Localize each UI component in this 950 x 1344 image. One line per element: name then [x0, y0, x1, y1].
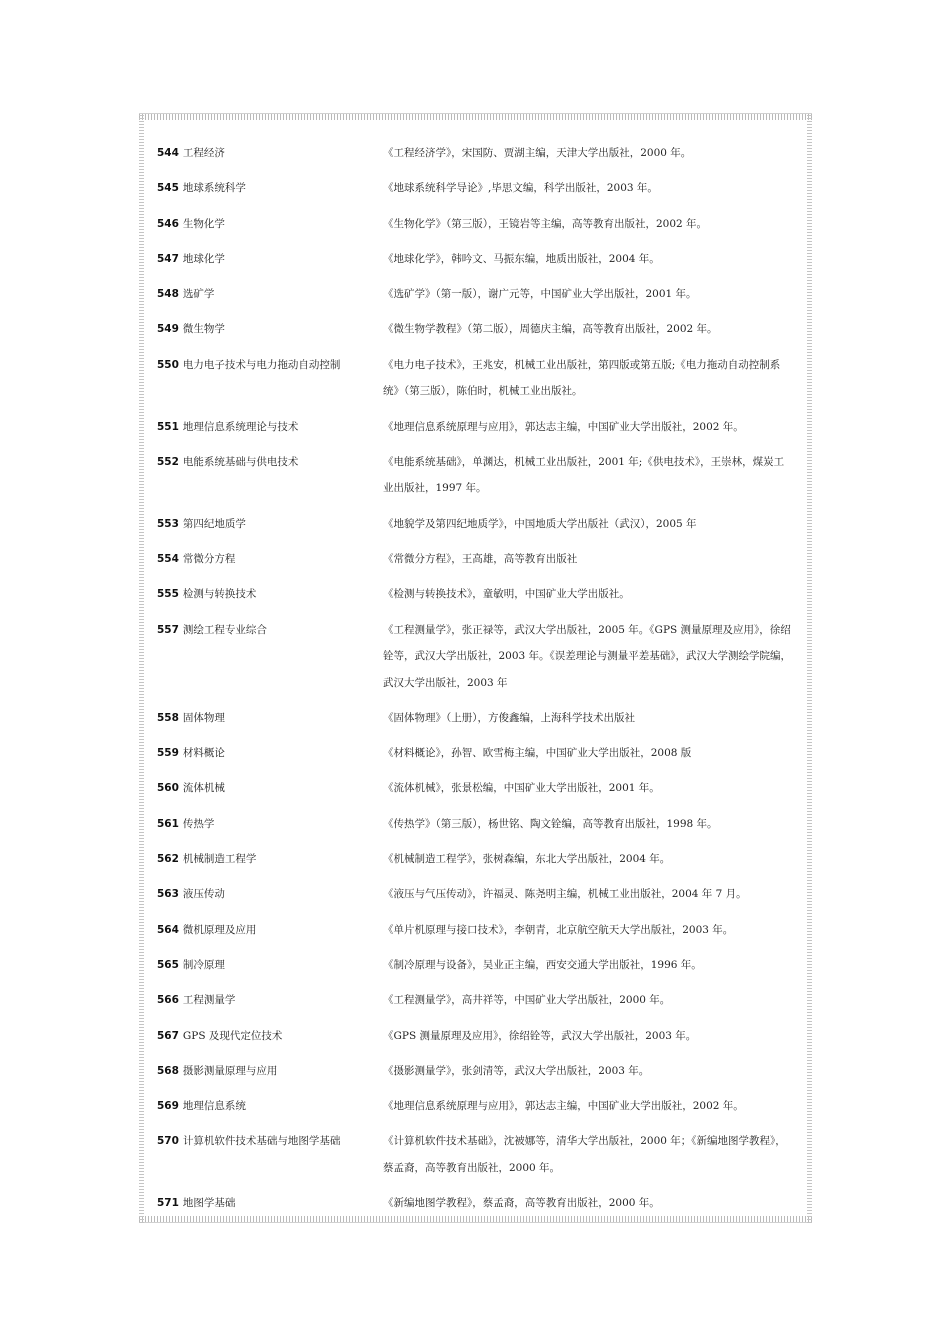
subject-cell	[157, 140, 383, 167]
frame-border-bottom	[139, 1216, 812, 1223]
subject-name: 工程经济	[182, 147, 225, 159]
reference-book: 《传热学》（第三版），杨世铭、陶文铨编，高等教育出版社，1998 年。	[383, 817, 718, 830]
reference-book: 《地貌学及第四纪地质学》，中国地质大学出版社（武汉），2005 年	[383, 517, 697, 530]
subject-code: 558	[157, 711, 179, 724]
reference-book: 《GPS 测量原理及应用》，徐绍铨等，武汉大学出版社，2003 年。	[383, 1029, 697, 1042]
subject-code: 553	[157, 517, 179, 530]
table-row	[157, 246, 797, 273]
subject-cell	[157, 511, 383, 538]
reference-book: 《微生物学教程》（第二版），周德庆主编，高等教育出版社，2002 年。	[383, 323, 718, 336]
subject-cell	[157, 952, 383, 979]
subject-code: 562	[157, 853, 179, 866]
subject-code: 568	[157, 1064, 179, 1077]
reference-book: 《电能系统基础》，单渊达，机械工业出版社，2001 年;《供电技术》，王崇林，煤炭工业出版社，1997 年。	[383, 455, 785, 495]
subject-code: 563	[157, 888, 179, 901]
table-row	[157, 511, 797, 538]
reference-book: 《地球系统科学导论》,毕思文编，科学出版社，2003 年。	[383, 182, 658, 195]
reference-book: 《机械制造工程学》，张树森编，东北大学出版社，2004 年。	[383, 853, 671, 866]
subject-code: 571	[157, 1197, 179, 1210]
subject-code: 565	[157, 958, 179, 971]
reference-book: 《地理信息系统原理与应用》，郭达志主编，中国矿业大学出版社，2002 年。	[383, 420, 744, 433]
subject-code: 559	[157, 747, 179, 760]
subject-name: 生物化学	[182, 217, 225, 230]
reference-book: 《计算机软件技术基础》，沈被娜等，清华大学出版社，2000 年；《新编地图学教程》，蔡孟裔，高等教育出版社，2000 年。	[383, 1135, 786, 1174]
reference-book: 《材料概论》，孙智、欧雪梅主编，中国矿业大学出版社，2008 版	[383, 747, 692, 760]
subject-name: 地理信息系统	[182, 1100, 246, 1113]
subject-name: 第四纪地质学	[182, 517, 246, 530]
subject-code: 550	[157, 358, 179, 371]
subject-name: 摄影测量原理与应用	[182, 1064, 278, 1077]
subject-code: 554	[157, 552, 179, 565]
subject-name: 机械制造工程学	[182, 853, 257, 866]
subject-cell	[157, 1058, 383, 1085]
table-row	[157, 140, 797, 167]
table-row	[157, 705, 797, 732]
table-row	[157, 546, 797, 573]
subject-name: 制冷原理	[182, 958, 225, 971]
reference-book: 《常微分方程》，王高雄，高等教育出版社	[383, 552, 578, 565]
table-row	[157, 740, 797, 767]
subject-name: 地球系统科学	[182, 182, 246, 195]
subject-cell	[157, 414, 383, 441]
subject-name: 传热学	[182, 817, 215, 830]
subject-cell	[157, 987, 383, 1014]
table-row	[157, 211, 797, 238]
subject-cell	[157, 1023, 383, 1050]
subject-cell	[157, 811, 383, 838]
table-row	[157, 952, 797, 979]
subject-cell	[157, 175, 383, 202]
subject-cell	[157, 581, 383, 608]
reference-table	[157, 140, 797, 1217]
subject-name: 计算机软件技术基础与地图学基础	[182, 1135, 341, 1148]
subject-code: 555	[157, 588, 179, 601]
table-row	[157, 414, 797, 441]
subject-cell	[157, 449, 383, 502]
reference-book: 《单片机原理与接口技术》，李朝青，北京航空航天大学出版社，2003 年。	[383, 923, 734, 936]
subject-cell	[157, 740, 383, 767]
subject-cell	[157, 917, 383, 944]
reference-book: 《工程测量学》，张正禄等，武汉大学出版社，2005 年。《GPS 测量原理及应用》，徐绍铨等，武汉大学出版社，2003 年。《误差理论与测量平差基础》，武汉大学测绘学院编，武汉大学出版社，2003 年	[383, 623, 792, 689]
reference-book: 《工程测量学》，高井祥等，中国矿业大学出版社，2000 年。	[383, 994, 671, 1007]
reference-book: 《液压与气压传动》，许福灵、陈尧明主编，机械工业出版社，2004 年 7 月。	[383, 888, 747, 901]
subject-code: 570	[157, 1135, 179, 1148]
table-row	[157, 1128, 797, 1181]
subject-cell	[157, 775, 383, 802]
subject-name: 地球化学	[182, 252, 225, 265]
subject-name: 检测与转换技术	[182, 588, 257, 601]
table-row	[157, 1058, 797, 1085]
subject-cell	[157, 211, 383, 238]
reference-book: 《地球化学》，韩吟文、马振东编，地质出版社，2004 年。	[383, 252, 660, 265]
subject-code: 561	[157, 817, 179, 830]
reference-book: 《检测与转换技术》，童敏明，中国矿业大学出版社。	[383, 588, 630, 601]
table-row	[157, 1023, 797, 1050]
table-row	[157, 775, 797, 802]
subject-cell	[157, 1128, 383, 1181]
subject-code: 557	[157, 623, 179, 636]
subject-cell	[157, 1190, 383, 1217]
frame-border-top	[139, 113, 812, 120]
subject-cell	[157, 1093, 383, 1120]
table-row	[157, 811, 797, 838]
subject-name: 选矿学	[182, 288, 215, 301]
reference-book: 《地理信息系统原理与应用》，郭达志主编，中国矿业大学出版社，2002 年。	[383, 1100, 744, 1113]
subject-name: 微生物学	[182, 323, 225, 336]
subject-name: 液压传动	[182, 888, 225, 901]
subject-code: 567	[157, 1029, 179, 1042]
table-row	[157, 846, 797, 873]
reference-book: 《电力电子技术》，王兆安，机械工业出版社，第四版或第五版;《电力拖动自动控制系统》（第三版），陈伯时，机械工业出版社。	[383, 358, 781, 398]
reference-book: 《固体物理》（上册），方俊鑫编，上海科学技术出版社	[383, 711, 635, 724]
table-row	[157, 352, 797, 405]
subject-name: GPS 及现代定位技术	[182, 1029, 283, 1042]
subject-cell	[157, 705, 383, 732]
table-row	[157, 1093, 797, 1120]
subject-name: 地图学基础	[182, 1197, 236, 1210]
subject-cell	[157, 316, 383, 343]
subject-code: 569	[157, 1100, 179, 1113]
subject-cell	[157, 352, 383, 405]
subject-cell	[157, 617, 383, 697]
reference-book: 《新编地图学教程》，蔡孟裔，高等教育出版社，2000 年。	[383, 1197, 660, 1210]
reference-book: 《选矿学》（第一版），谢广元等，中国矿业大学出版社，2001 年。	[383, 288, 697, 301]
table-row	[157, 1190, 797, 1217]
subject-code: 551	[157, 420, 179, 433]
subject-name: 流体机械	[182, 782, 225, 795]
subject-code: 564	[157, 923, 179, 936]
subject-code: 566	[157, 994, 179, 1007]
reference-book: 《生物化学》（第三版），王镜岩等主编，高等教育出版社，2002 年。	[383, 217, 708, 230]
table-row	[157, 581, 797, 608]
subject-code: 548	[157, 288, 179, 301]
table-row	[157, 987, 797, 1014]
table-row	[157, 175, 797, 202]
subject-code: 544	[157, 147, 179, 159]
table-row	[157, 881, 797, 908]
subject-cell	[157, 881, 383, 908]
subject-cell	[157, 246, 383, 273]
subject-cell	[157, 281, 383, 308]
subject-code: 545	[157, 182, 179, 195]
subject-name: 测绘工程专业综合	[182, 623, 267, 636]
subject-code: 560	[157, 782, 179, 795]
subject-cell	[157, 546, 383, 573]
subject-code: 549	[157, 323, 179, 336]
reference-book: 《工程经济学》，宋国防、贾湖主编，天津大学出版社，2000 年。	[383, 147, 692, 159]
subject-name: 地理信息系统理论与技术	[182, 420, 299, 433]
subject-name: 微机原理及应用	[182, 923, 257, 936]
table-row	[157, 917, 797, 944]
table-row	[157, 617, 797, 697]
reference-book: 《流体机械》，张景松编，中国矿业大学出版社，2001 年。	[383, 782, 660, 795]
subject-name: 固体物理	[182, 711, 225, 724]
subject-name: 电能系统基础与供电技术	[182, 455, 299, 468]
frame-border-left	[139, 113, 144, 1223]
subject-code: 552	[157, 455, 179, 468]
subject-code: 546	[157, 217, 179, 230]
subject-name: 材料概论	[182, 747, 225, 760]
reference-book: 《制冷原理与设备》，吴业正主编，西安交通大学出版社，1996 年。	[383, 958, 702, 971]
table-row	[157, 281, 797, 308]
table-row	[157, 449, 797, 502]
frame-border-right	[807, 113, 812, 1223]
subject-name: 常微分方程	[182, 552, 236, 565]
reference-book: 《摄影测量学》，张剑清等，武汉大学出版社，2003 年。	[383, 1064, 650, 1077]
subject-cell	[157, 846, 383, 873]
subject-name: 工程测量学	[182, 994, 236, 1007]
table-row	[157, 316, 797, 343]
subject-code: 547	[157, 252, 179, 265]
subject-name: 电力电子技术与电力拖动自动控制	[182, 358, 341, 371]
